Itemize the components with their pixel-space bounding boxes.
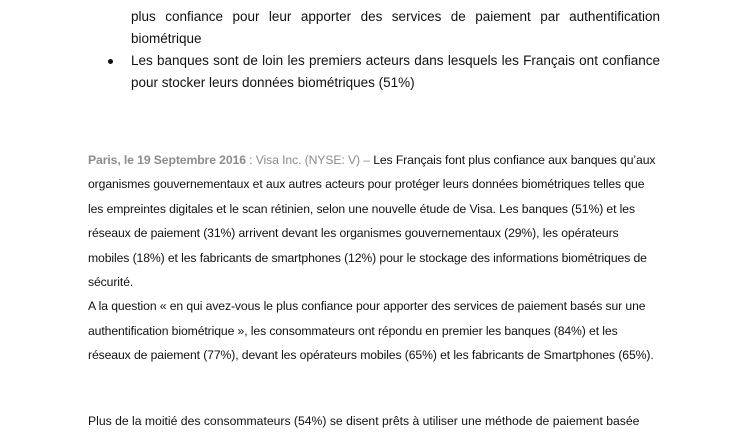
lead-paragraph [88, 148, 660, 294]
dateline: Paris, le 19 Septembre 2016 [88, 153, 246, 167]
paragraph-3-partial: Plus de la moitié des consommateurs (54%) se disent prêts à utiliser une méthode de paiement basée [88, 414, 640, 428]
bullet-item-continued [108, 6, 660, 50]
bullet-text: plus confiance pour leur apporter des services de paiement par authentification biométrique [131, 9, 660, 46]
source-line: : Visa Inc. (NYSE: V) – [245, 153, 374, 167]
lead-text: Les Français font plus confiance aux banques qu’aux organismes gouvernementaux et aux autres acteurs pour protéger leurs données biométriques telles que les empreintes digitales et le scan rétinien, selon une nouvelle étude de Visa. Les banques (51%) et les réseaux de paiement (31%) arrivent devant les organismes gouvernementaux (29%), les opérateurs mobiles (18%) et les fabricants de smartphones (12%) pour le stockage des informations biométriques de sécurité. [88, 153, 656, 290]
bullet-marker [108, 59, 113, 64]
bullet-item [108, 50, 660, 94]
press-release-body [88, 148, 660, 368]
bullet-text: Les banques sont de loin les premiers acteurs dans lesquels les Français ont confiance pour stocker leurs données biométriques (51%) [131, 53, 660, 90]
key-findings-list [108, 6, 660, 94]
paragraph-2: A la question « en qui avez-vous le plus confiance pour apporter des services de paiement basés sur une authentification biométrique », les consommateurs ont répondu en premier les banques (84%) et les réseaux de paiement (77%), devant les opérateurs mobiles (65%) et les fabricants de Smartphones (65%). [88, 299, 654, 363]
